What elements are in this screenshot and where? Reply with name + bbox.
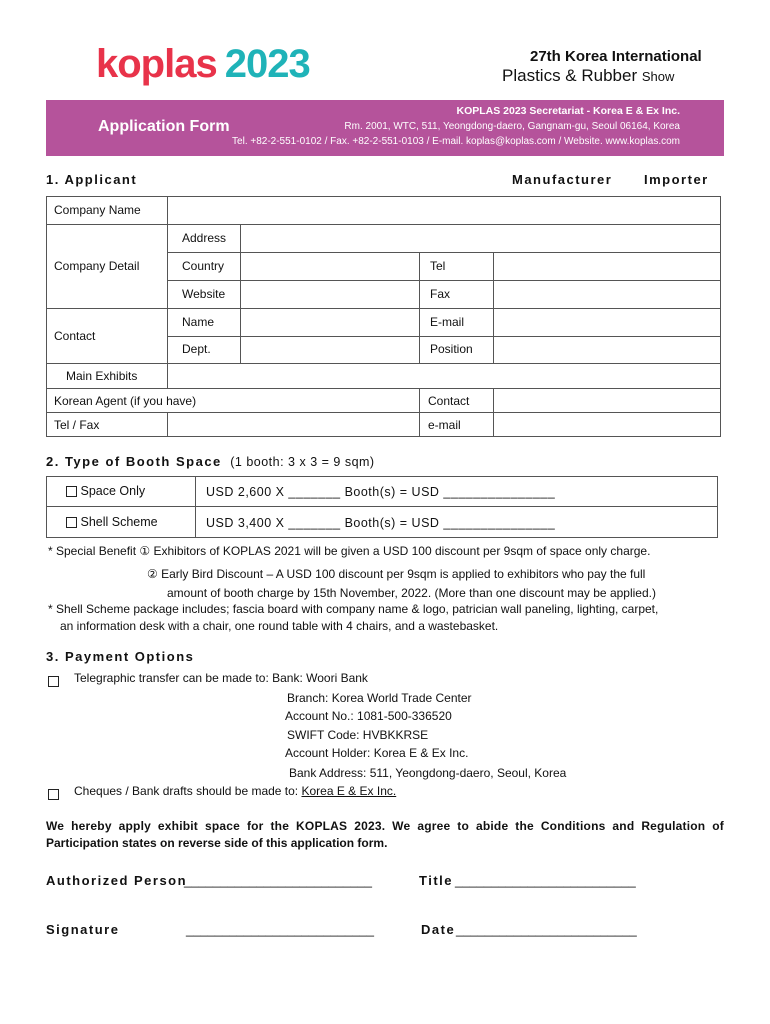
agent-email-field[interactable] xyxy=(493,412,721,437)
booth-heading-row xyxy=(46,453,375,471)
tt-checkbox[interactable] xyxy=(48,676,59,687)
applicant-heading: 1. Applicant xyxy=(46,172,138,187)
bank-address: Bank Address: 511, Yeongdong-daero, Seoul, Korea xyxy=(289,766,567,780)
authorized-field[interactable]: __________________________ xyxy=(184,873,372,888)
shell-scheme-option[interactable] xyxy=(66,515,158,529)
booth-heading: 2. Type of Booth Space xyxy=(46,454,222,469)
cheque-checkbox[interactable] xyxy=(48,789,59,800)
space-only-label: Space Only xyxy=(80,484,146,498)
note-special-benefit: * Special Benefit ① Exhibitors of KOPLAS 2021 will be given a USD 100 discount per 9sqm of space only charge. xyxy=(48,544,651,558)
email-field[interactable] xyxy=(493,308,721,337)
country-label: Country xyxy=(182,259,225,273)
bank-branch: Branch: Korea World Trade Center xyxy=(287,691,472,705)
title-label: Title xyxy=(419,873,453,888)
note-shell-scheme: * Shell Scheme package includes; fascia board with company name & logo, patrician wall paneling, lighting, carpet, xyxy=(48,602,659,616)
secretariat: KOPLAS 2023 Secretariat - Korea E & Ex Inc. xyxy=(456,105,680,117)
main-exhibits-field[interactable] xyxy=(167,363,721,389)
agent-contact-label: Contact xyxy=(428,394,470,408)
bank-swift: SWIFT Code: HVBKKRSE xyxy=(287,728,429,742)
header-banner xyxy=(46,100,724,156)
note-shell-scheme-cont: an information desk with a chair, one round table with 4 chairs, and a wastebasket. xyxy=(60,619,499,633)
position-label: Position xyxy=(430,342,473,356)
logo-year: 2023 xyxy=(224,42,310,86)
dept-field[interactable] xyxy=(240,336,420,364)
payment-heading: 3. Payment Options xyxy=(46,649,195,664)
name-label: Name xyxy=(182,315,215,329)
agent-contact-field[interactable] xyxy=(493,388,721,413)
website-label: Website xyxy=(182,287,226,301)
website-field[interactable] xyxy=(240,280,420,309)
declaration-line1: We hereby apply exhibit space for the KOPLAS 2023. We agree to abide the Conditions and Regulation of xyxy=(46,819,724,833)
title-field[interactable]: _________________________ xyxy=(455,873,636,888)
space-only-option[interactable] xyxy=(66,484,145,498)
cheque-row xyxy=(74,784,396,798)
name-field[interactable] xyxy=(240,308,420,337)
importer-option[interactable]: Importer xyxy=(644,172,709,187)
tel-field[interactable] xyxy=(493,252,721,281)
shell-scheme-label: Shell Scheme xyxy=(80,515,158,529)
shell-scheme-price: USD 3,400 X _______ Booth(s) = USD _______________ xyxy=(206,516,556,530)
tel-fax-label: Tel / Fax xyxy=(54,418,100,432)
declaration xyxy=(46,818,724,852)
tagline-line1: 27th Korea International xyxy=(530,48,702,65)
dept-label: Dept. xyxy=(182,342,211,356)
space-only-checkbox[interactable] xyxy=(66,486,77,497)
logo-word: koplas xyxy=(96,42,217,86)
address-label: Address xyxy=(182,231,227,245)
bank-account-no: Account No.: 1081-500-336520 xyxy=(285,709,452,723)
agent-email-label: e-mail xyxy=(428,418,461,432)
country-field[interactable] xyxy=(240,252,420,281)
company-name-field[interactable] xyxy=(167,196,721,225)
company-name-label: Company Name xyxy=(54,203,141,217)
note-early-bird: ② Early Bird Discount – A USD 100 discount per 9sqm is applied to exhibitors who pay the full xyxy=(147,567,646,581)
main-exhibits-label: Main Exhibits xyxy=(66,369,138,383)
tagline-line2 xyxy=(502,66,674,86)
date-label: Date xyxy=(421,922,456,937)
signature-label: Signature xyxy=(46,922,120,937)
position-field[interactable] xyxy=(493,336,721,364)
secretariat-address: Rm. 2001, WTC, 511, Yeongdong-daero, Gangnam-gu, Seoul 06164, Korea xyxy=(344,121,680,132)
cheque-payee: Korea E & Ex Inc. xyxy=(301,784,397,798)
signature-field[interactable]: __________________________ xyxy=(186,922,374,937)
tel-label: Tel xyxy=(430,259,446,273)
bank-account-holder: Account Holder: Korea E & Ex Inc. xyxy=(285,746,469,760)
form-title: Application Form xyxy=(98,118,230,135)
fax-label: Fax xyxy=(430,287,451,301)
contact-label: Contact xyxy=(54,329,96,343)
address-field[interactable] xyxy=(240,224,721,253)
date-field[interactable]: _________________________ xyxy=(456,922,637,937)
tagline-main: Plastics & Rubber xyxy=(502,66,638,85)
secretariat-contact: Tel. +82-2-551-0102 / Fax. +82-2-551-0103 / E-mail. koplas@koplas.com / Website. www.koplas.com xyxy=(232,136,680,147)
korean-agent-label: Korean Agent (if you have) xyxy=(54,394,197,408)
tt-label: Telegraphic transfer can be made to: Bank: Woori Bank xyxy=(74,671,368,685)
koplas-logo xyxy=(96,44,310,84)
note-early-bird-cont: amount of booth charge by 15th November, 2022. (More than one discount may be applied.) xyxy=(167,586,656,600)
declaration-line2: Participation states on reverse side of this application form. xyxy=(46,836,388,850)
manufacturer-option[interactable]: Manufacturer xyxy=(512,172,613,187)
authorized-label: Authorized Person xyxy=(46,873,188,888)
shell-scheme-checkbox[interactable] xyxy=(66,517,77,528)
company-detail-label: Company Detail xyxy=(54,259,140,273)
tel-fax-field[interactable] xyxy=(167,412,420,437)
fax-field[interactable] xyxy=(493,280,721,309)
email-label: E-mail xyxy=(430,315,465,329)
tagline-show: Show xyxy=(641,69,675,84)
booth-heading-note: (1 booth: 3 x 3 = 9 sqm) xyxy=(230,455,375,469)
cheque-label: Cheques / Bank drafts should be made to: xyxy=(74,784,299,798)
space-only-price: USD 2,600 X _______ Booth(s) = USD _______________ xyxy=(206,485,556,499)
